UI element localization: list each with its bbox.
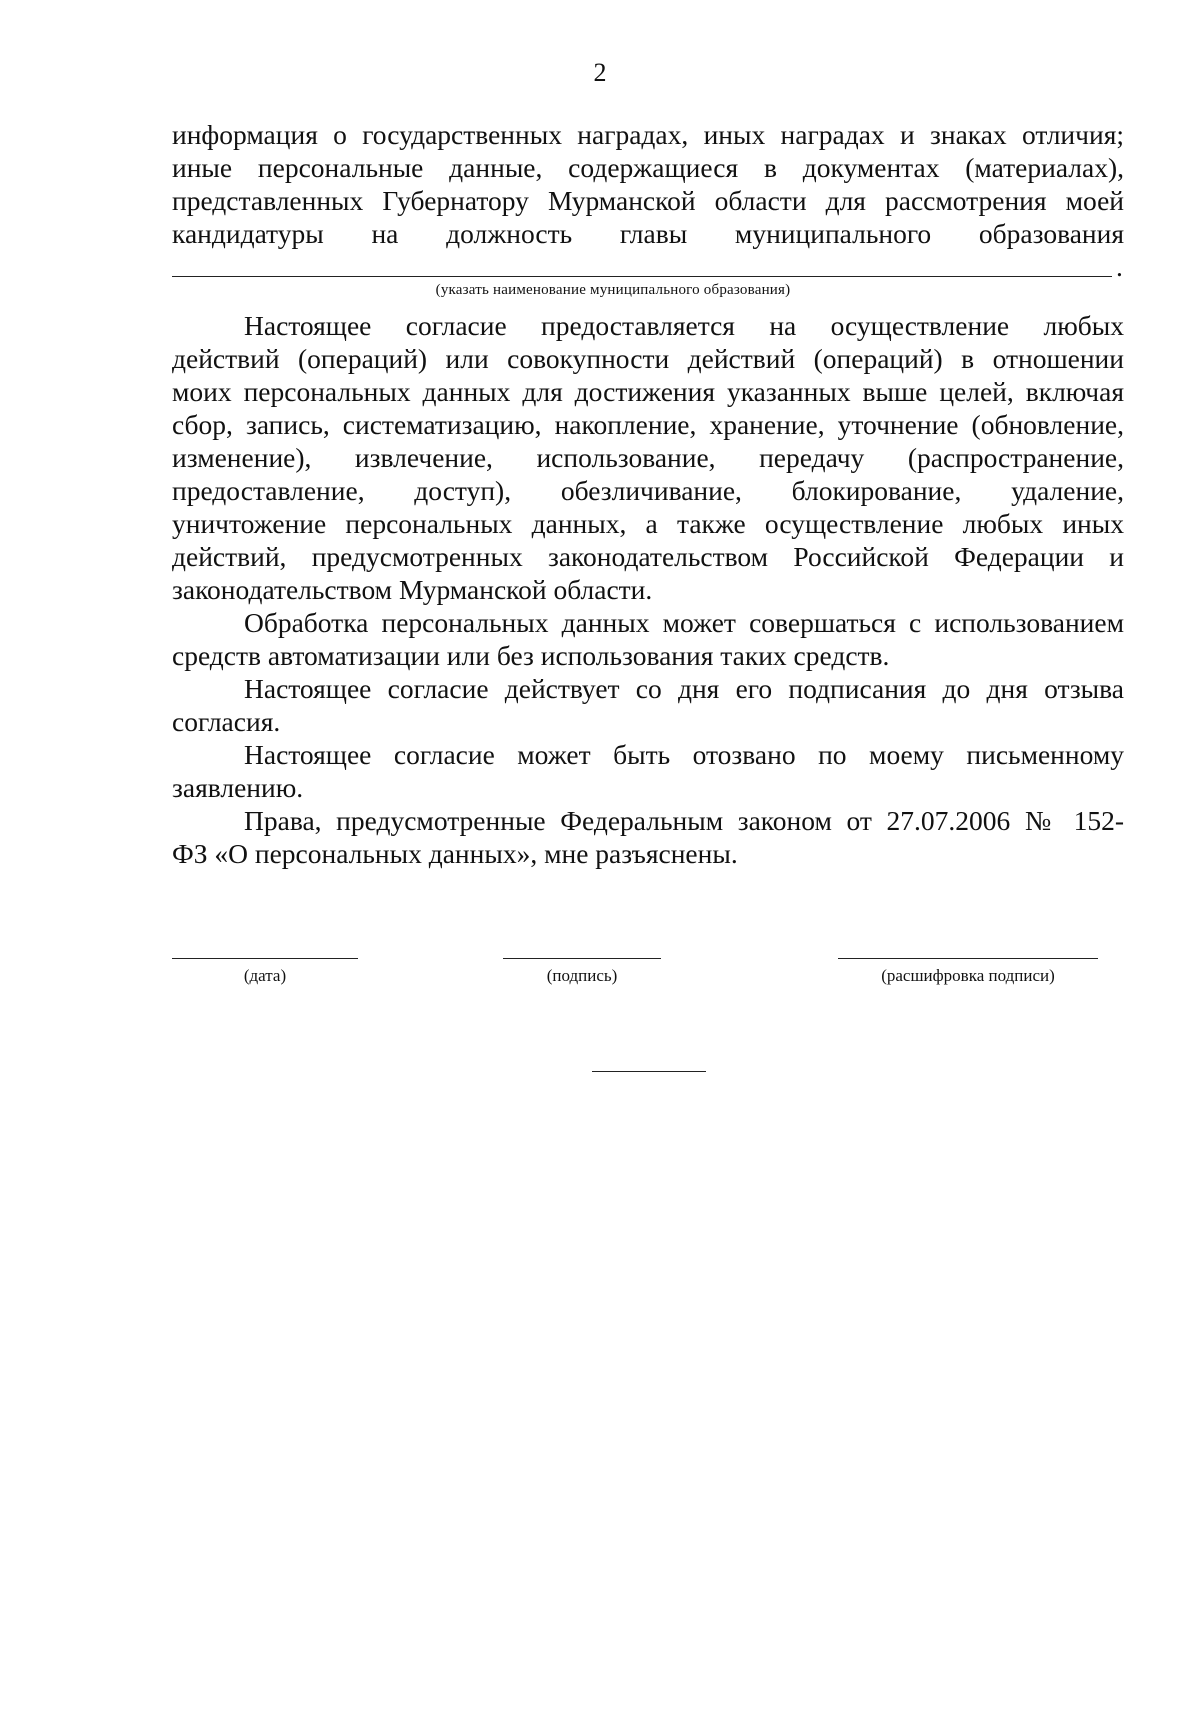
- date-caption: (дата): [243, 966, 287, 985]
- page-number: 2: [593, 58, 607, 87]
- text-line: информация о государственных наградах, иных наградах и знаках отличия;: [172, 119, 1124, 150]
- text-line: Настоящее согласие действует со дня его подписания до дня отзыва: [244, 673, 1124, 704]
- text-line: уничтожение персональных данных, а также осуществление любых иных: [172, 508, 1124, 539]
- paragraph-rights: [172, 804, 1124, 870]
- paragraph-revocation: [172, 738, 1124, 804]
- document-body: [172, 118, 1124, 870]
- text-line: согласия.: [172, 706, 281, 737]
- paragraph-processing: [172, 606, 1124, 672]
- text-line: Права, предусмотренные Федеральным законом от 27.07.2006 № 152-: [244, 805, 1124, 836]
- end-of-document-rule: [592, 1071, 706, 1072]
- text-line: изменение), извлечение, использование, передачу (распространение,: [172, 442, 1124, 473]
- decoding-caption: (расшифровка подписи): [881, 966, 1055, 985]
- signature-line: [503, 958, 661, 959]
- text-line: действий, предусмотренных законодательством Российской Федерации и: [172, 541, 1124, 572]
- date-line: [172, 958, 358, 959]
- text-line: Настоящее согласие предоставляется на осуществление любых: [244, 310, 1124, 341]
- text-line: Обработка персональных данных может совершаться с использованием: [244, 607, 1124, 638]
- text-line: законодательством Мурманской области.: [172, 574, 653, 605]
- text-line: кандидатуры на должность главы муниципального образования: [172, 218, 1124, 249]
- text-line: Настоящее согласие может быть отозвано по моему письменному: [244, 739, 1124, 770]
- signature-caption: (подпись): [546, 966, 618, 985]
- signature-block: [0, 958, 1200, 1018]
- intro-paragraph: [172, 118, 1124, 250]
- decoding-line: [838, 958, 1098, 959]
- signature-field: [503, 958, 661, 987]
- fill-caption: (указать наименование муниципального образования): [435, 282, 791, 298]
- date-signature-field: [172, 958, 358, 987]
- text-line: средств автоматизации или без использования таких средств.: [172, 640, 890, 671]
- text-line: сбор, запись, систематизацию, накопление, хранение, уточнение (обновление,: [172, 409, 1124, 440]
- text-line: действий (операций) или совокупности действий (операций) в отношении: [172, 343, 1124, 374]
- fill-underline: [172, 276, 1112, 277]
- municipality-fill-field: [172, 250, 1124, 283]
- paragraph-validity: [172, 672, 1124, 738]
- paragraph-consent-scope: [172, 309, 1124, 606]
- text-line: предоставление, доступ), обезличивание, блокирование, удаление,: [172, 475, 1124, 506]
- fill-trailing-period: .: [1116, 251, 1123, 282]
- text-line: представленных Губернатору Мурманской области для рассмотрения моей: [172, 185, 1124, 216]
- signature-decoding-field: [838, 958, 1098, 987]
- text-line: ФЗ «О персональных данных», мне разъяснены.: [172, 838, 738, 869]
- text-line: моих персональных данных для достижения указанных выше целей, включая: [172, 376, 1124, 407]
- text-line: заявлению.: [172, 772, 304, 803]
- text-line: иные персональные данные, содержащиеся в документах (материалах),: [172, 152, 1124, 183]
